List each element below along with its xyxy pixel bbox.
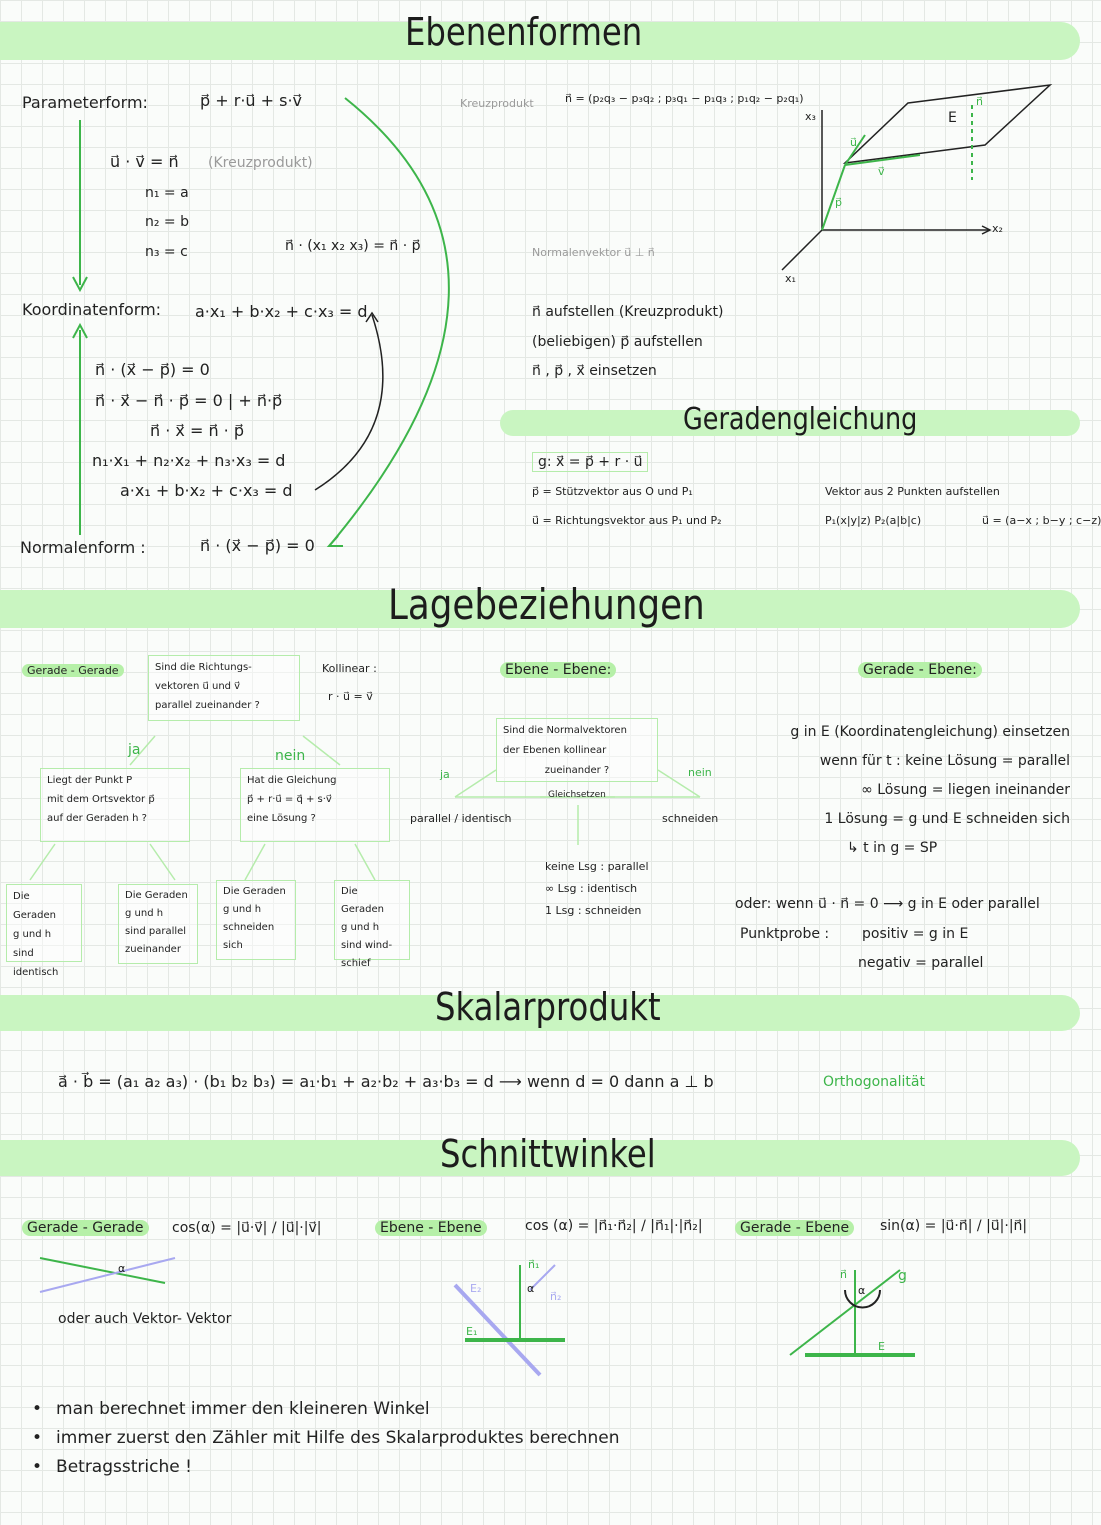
- note-item: • man berechnet immer den kleineren Winkel: [32, 1395, 620, 1424]
- lb-ge-label: Gerade - Ebene:: [858, 662, 982, 678]
- lb-gg-label: Gerade - Gerade: [22, 664, 124, 677]
- n3-equals-c: n₃ = c: [145, 244, 188, 260]
- two-points-note: Vektor aus 2 Punkten aufstellen: [825, 485, 1000, 498]
- derivation-step-3: n⃗ · x⃗ = n⃗ · p⃗: [150, 421, 244, 440]
- e-label: E: [878, 1340, 885, 1353]
- axis-x2-label: x₂: [992, 222, 1003, 235]
- ge-description: g in E (Koordinatengleichung) einsetzen wenn für t : keine Lösung = parallel ∞ Lösung = liegen ineinander 1 Lösung = g und E schneiden sich ↳ t in g = SP: [790, 724, 1070, 856]
- loesungen-list: keine Lsg : parallel ∞ Lsg : identisch 1 Lsg : schneiden: [545, 860, 649, 917]
- oder-auch-note: oder auch Vektor- Vektor: [58, 1311, 232, 1327]
- title-schnittwinkel: Schnittwinkel: [440, 1132, 656, 1176]
- title-ebenenformen: Ebenenformen: [405, 10, 643, 54]
- gg-nein-label: nein: [275, 748, 306, 764]
- lb-ee-label: Ebene - Ebene:: [500, 662, 616, 678]
- sw-ee-label: Ebene - Ebene: [375, 1220, 487, 1236]
- title-lagebeziehungen: Lagebeziehungen: [388, 580, 705, 629]
- e2-label: E₂: [470, 1282, 482, 1295]
- sw-gg-formula: cos(α) = |u⃗·v⃗| / |u⃗|·|v⃗|: [172, 1220, 322, 1236]
- punktprobe-positiv: positiv = g in E: [862, 926, 969, 942]
- title-geradengleichung: Geradengleichung: [683, 402, 918, 437]
- step-right-2: (beliebigen) p⃗ aufstellen: [532, 334, 703, 350]
- ee-nein-label: nein: [688, 766, 712, 779]
- n1-label: n⃗₁: [528, 1258, 540, 1271]
- parameterform-label: Parameterform:: [22, 93, 148, 112]
- plane-n-label: n⃗: [976, 95, 983, 108]
- sw-ge-formula: sin(α) = |u⃗·n⃗| / |u⃗|·|n⃗|: [880, 1218, 1028, 1234]
- question-normalvektoren: Sind die Normalvektoren der Ebenen kollinear zueinander ?: [496, 718, 658, 782]
- kollinear-equation: r · u⃗ = v⃗: [328, 690, 373, 703]
- normalenform-equation: n⃗ · (x⃗ − p⃗) = 0: [200, 536, 315, 555]
- skalarprodukt-formula: a⃗ · b⃗ = (a₁ a₂ a₃) · (b₁ b₂ b₃) = a₁·b₁ + a₂·b₂ + a₃·b₃ = d ⟶ wenn d = 0 dann a ⊥ b: [58, 1072, 714, 1091]
- n2-equals-b: n₂ = b: [145, 214, 190, 230]
- parameterform-equation: p⃗ + r·u⃗ + s·v⃗: [200, 91, 303, 110]
- alpha-ge: α: [858, 1284, 866, 1297]
- axis-x3-label: x₃: [805, 110, 816, 123]
- orthogonalitaet-label: Orthogonalität: [823, 1074, 925, 1090]
- derivation-step-4: n₁·x₁ + n₂·x₂ + n₃·x₃ = d: [92, 451, 286, 470]
- points-label: P₁(x|y|z) P₂(a|b|c): [825, 514, 922, 527]
- punktprobe-negativ: negativ = parallel: [858, 955, 984, 971]
- coordinate-system: [782, 85, 1050, 270]
- axis-x1-label: x₁: [785, 272, 796, 285]
- koordinatenform-equation: a·x₁ + b·x₂ + c·x₃ = d: [195, 302, 368, 321]
- step-right-3: n⃗ , p⃗ , x⃗ einsetzen: [532, 363, 657, 379]
- kreuzprodukt-label: Kreuzprodukt: [460, 97, 534, 110]
- result-parallel: Die Geraden g und h sind parallel zueinander: [118, 884, 198, 964]
- sw-ge-label: Gerade - Ebene: [735, 1220, 854, 1236]
- ee-parallel-identisch: parallel / identisch: [410, 812, 512, 825]
- punktprobe-label: Punktprobe :: [740, 926, 830, 942]
- title-skalarprodukt: Skalarprodukt: [435, 985, 661, 1029]
- step-right-1: n⃗ aufstellen (Kreuzprodukt): [532, 304, 724, 320]
- notes-list: [32, 1395, 620, 1482]
- plane-u-label: u⃗: [850, 136, 857, 149]
- ee-schneiden: schneiden: [662, 812, 719, 825]
- stuetzvektor-desc: p⃗ = Stützvektor aus O und P₁: [532, 485, 693, 498]
- alpha-ee: α: [527, 1282, 535, 1295]
- normalenvektor-label: Normalenvektor u⃗ ⊥ n⃗: [532, 246, 655, 259]
- n1-equals-a: n₁ = a: [145, 185, 189, 201]
- ge-oder-note: oder: wenn u⃗ · n⃗ = 0 ⟶ g in E oder parallel: [735, 896, 1040, 912]
- alpha-gg: α: [118, 1262, 126, 1275]
- cross-product-equation: u⃗ · v⃗ = n⃗: [110, 152, 179, 171]
- question-gleichung: Hat die Gleichung p⃗ + r·u⃗ = q⃗ + s·v⃗ eine Lösung ?: [240, 768, 390, 842]
- sw-gg-label: Gerade - Gerade: [22, 1220, 149, 1236]
- note-item: • Betragsstriche !: [32, 1453, 620, 1482]
- plane-p-label: p⃗: [835, 196, 842, 209]
- question-punkt: Liegt der Punkt P mit dem Ortsvektor p⃗ auf der Geraden h ?: [40, 768, 190, 842]
- plane-v-label: v⃗: [878, 165, 885, 178]
- ee-ja-label: ja: [440, 768, 450, 781]
- koordinatenform-label: Koordinatenform:: [22, 300, 162, 319]
- derivation-step-5: a·x₁ + b·x₂ + c·x₃ = d: [120, 481, 293, 500]
- plane-e-label: E: [948, 110, 957, 126]
- black-arrow: [315, 313, 383, 490]
- gleichsetzen-label: Gleichsetzen: [548, 790, 606, 800]
- result-identisch: Die Geraden g und h sind identisch: [6, 884, 82, 962]
- u-formula: u⃗ = (a−x ; b−y ; c−z): [982, 514, 1101, 527]
- result-windschief: Die Geraden g und h sind wind- schief: [334, 880, 410, 960]
- n-label: n⃗: [840, 1268, 847, 1281]
- n2-label: n⃗₂: [550, 1290, 562, 1303]
- cross-product-note: (Kreuzprodukt): [208, 155, 313, 171]
- gg-ja-label: ja: [128, 742, 141, 758]
- question-richtungsvektoren: Sind die Richtungs- vektoren u⃗ und v⃗ parallel zueinander ?: [148, 655, 300, 721]
- sw-ee-formula: cos (α) = |n⃗₁·n⃗₂| / |n⃗₁|·|n⃗₂|: [525, 1218, 703, 1234]
- derivation-step-2: n⃗ · x⃗ − n⃗ · p⃗ = 0 | + n⃗·p⃗: [95, 391, 283, 410]
- np-equation: n⃗ · (x₁ x₂ x₃) = n⃗ · p⃗: [285, 238, 421, 254]
- geradengleichung-equation: g: x⃗ = p⃗ + r · u⃗: [532, 452, 648, 472]
- e1-label: E₁: [466, 1325, 478, 1338]
- note-item: • immer zuerst den Zähler mit Hilfe des Skalarproduktes berechnen: [32, 1424, 620, 1453]
- normalenform-label: Normalenform :: [20, 538, 146, 557]
- kollinear-label: Kollinear :: [322, 662, 377, 675]
- richtungsvektor-desc: u⃗ = Richtungsvektor aus P₁ und P₂: [532, 514, 722, 527]
- g-label: g: [898, 1268, 907, 1284]
- derivation-step-1: n⃗ · (x⃗ − p⃗) = 0: [95, 360, 210, 379]
- result-schneiden: Die Geraden g und h schneiden sich: [216, 880, 296, 960]
- kreuzprodukt-formula: n⃗ = (p₂q₃ − p₃q₂ ; p₃q₁ − p₁q₃ ; p₁q₂ − p₂q₁): [565, 92, 804, 105]
